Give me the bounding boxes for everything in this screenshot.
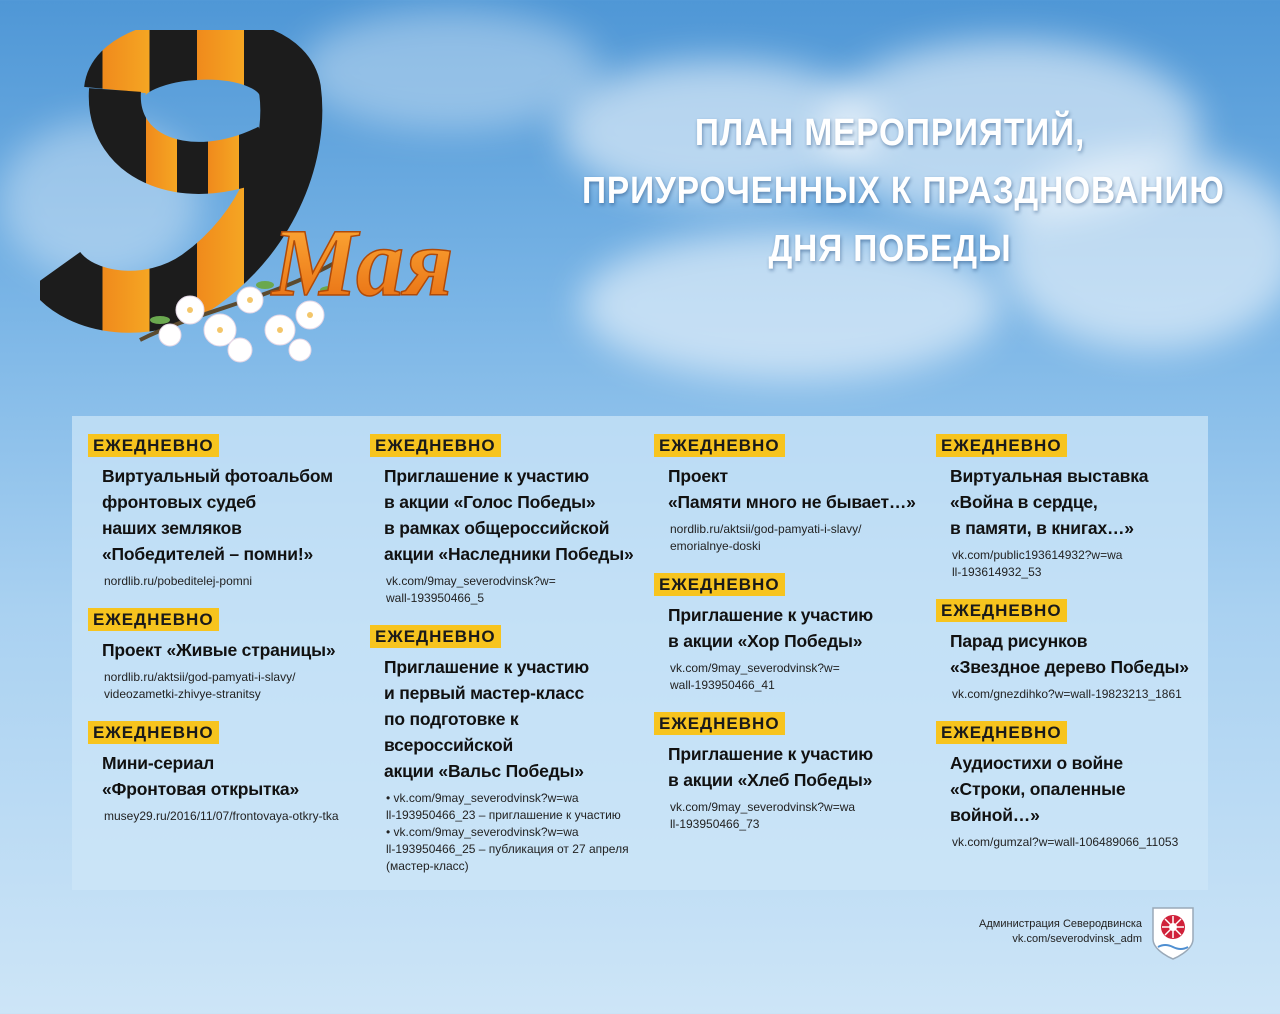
event-link[interactable]: nordlib.ru/aktsii/god-pamyati-i-slavy/ emorialnye-doski	[670, 522, 862, 553]
title-line-2: ПРИУРОЧЕННЫХ К ПРАЗДНОВАНИЮ	[582, 170, 1225, 212]
event-item	[654, 434, 924, 555]
footer-org: Администрация Северодвинска	[979, 918, 1142, 930]
daily-badge: ЕЖЕДНЕВНО	[936, 721, 1067, 744]
event-title: Приглашение к участию в акции «Голос Победы» в рамках общероссийской акции «Наследники Победы»	[384, 466, 634, 564]
event-link[interactable]: vk.com/gumzal?w=wall-106489066_11053	[952, 835, 1179, 849]
title-line-1: ПЛАН МЕРОПРИЯТИЙ,	[694, 112, 1086, 154]
events-column-1	[88, 434, 358, 843]
daily-badge: ЕЖЕДНЕВНО	[654, 712, 785, 735]
events-column-4	[936, 434, 1206, 869]
footer-credits	[960, 917, 1142, 947]
event-link[interactable]: musey29.ru/2016/11/07/frontovaya-otkry-tka	[104, 809, 339, 823]
events-column-2	[370, 434, 640, 893]
event-title: Виртуальная выставка «Война в сердце, в памяти, в книгах…»	[950, 466, 1149, 538]
event-title: Приглашение к участию в акции «Хор Победы»	[668, 605, 874, 651]
event-item	[370, 434, 640, 607]
events-column-3	[654, 434, 924, 851]
event-title: Приглашение к участию и первый мастер-класс по подготовке к всероссийской акции «Вальс Победы»	[384, 657, 590, 781]
event-title: Мини-сериал «Фронтовая открытка»	[102, 753, 299, 799]
daily-badge: ЕЖЕДНЕВНО	[88, 721, 219, 744]
page-title	[582, 104, 1225, 278]
daily-badge: ЕЖЕДНЕВНО	[936, 434, 1067, 457]
event-link[interactable]: nordlib.ru/pobeditelej-pomni	[104, 574, 253, 588]
logo-word: Мая	[272, 209, 454, 316]
event-link[interactable]: vk.com/gnezdihko?w=wall-19823213_1861	[952, 687, 1182, 701]
events-panel	[72, 416, 1208, 890]
event-title: Проект «Памяти много не бывает…»	[668, 466, 916, 512]
event-title: Проект «Живые страницы»	[102, 640, 336, 660]
event-item	[654, 712, 924, 833]
event-link[interactable]: • vk.com/9may_severodvinsk?w=wa ll-193950466_23 – приглашение к участию • vk.com/9may_severodvinsk?w=wa ll-193950466_25 – публикация от 27 апреля (мастер-класс)	[386, 791, 629, 873]
event-item	[88, 608, 358, 703]
event-item	[936, 434, 1206, 581]
event-link[interactable]: vk.com/9may_severodvinsk?w= wall-193950466_41	[670, 661, 840, 692]
event-title: Парад рисунков «Звездное дерево Победы»	[950, 631, 1189, 677]
daily-badge: ЕЖЕДНЕВНО	[654, 434, 785, 457]
daily-badge: ЕЖЕДНЕВНО	[370, 434, 501, 457]
victory-day-logo	[40, 30, 520, 400]
event-title: Виртуальный фотоальбом фронтовых судеб наших земляков «Победителей – помни!»	[102, 466, 333, 564]
event-item	[936, 721, 1206, 851]
event-item	[936, 599, 1206, 703]
event-title: Приглашение к участию в акции «Хлеб Победы»	[668, 744, 874, 790]
event-item	[370, 625, 640, 875]
footer-link[interactable]: vk.com/severodvinsk_adm	[1012, 933, 1142, 945]
event-item	[88, 434, 358, 590]
title-line-3: ДНЯ ПОБЕДЫ	[768, 228, 1012, 270]
daily-badge: ЕЖЕДНЕВНО	[936, 599, 1067, 622]
city-crest-icon	[1150, 905, 1196, 961]
event-title: Аудиостихи о войне «Строки, опаленные войной…»	[950, 753, 1126, 825]
event-link[interactable]: vk.com/public193614932?w=wa ll-193614932_53	[952, 548, 1123, 579]
event-link[interactable]: vk.com/9may_severodvinsk?w= wall-193950466_5	[386, 574, 556, 605]
daily-badge: ЕЖЕДНЕВНО	[370, 625, 501, 648]
daily-badge: ЕЖЕДНЕВНО	[88, 608, 219, 631]
event-link[interactable]: nordlib.ru/aktsii/god-pamyati-i-slavy/ videozametki-zhivye-stranitsy	[104, 670, 296, 701]
event-item	[88, 721, 358, 825]
daily-badge: ЕЖЕДНЕВНО	[654, 573, 785, 596]
event-link[interactable]: vk.com/9may_severodvinsk?w=wa ll-193950466_73	[670, 800, 856, 831]
event-item	[654, 573, 924, 694]
daily-badge: ЕЖЕДНЕВНО	[88, 434, 219, 457]
